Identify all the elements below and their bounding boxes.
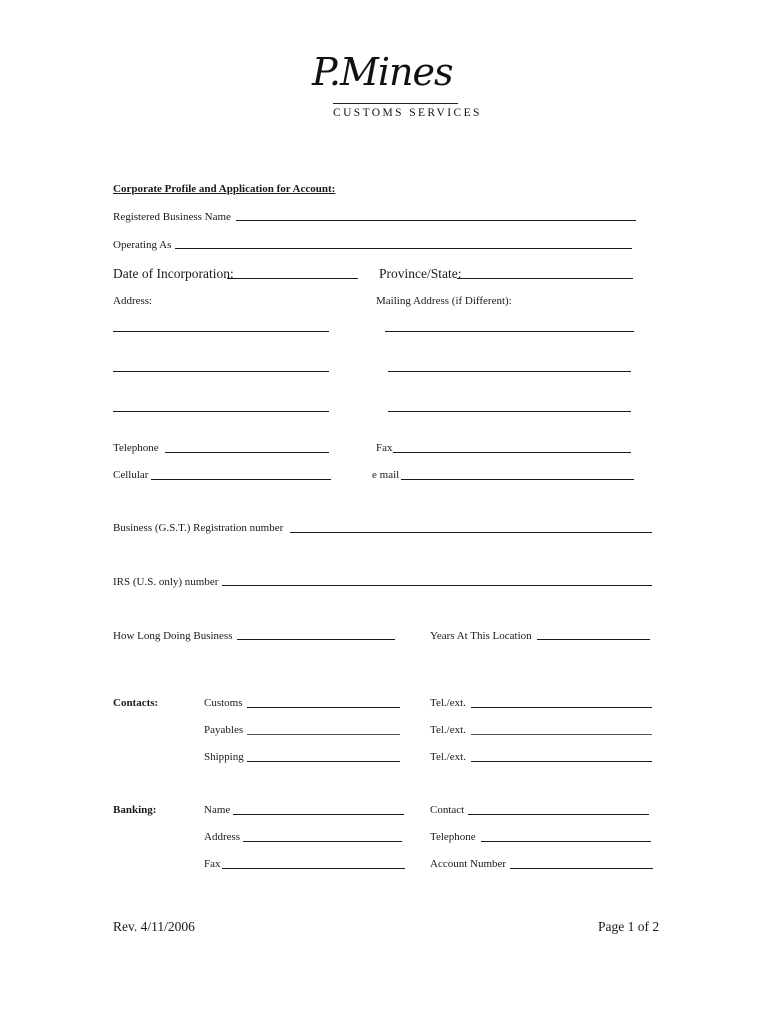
- bank-name-label: Name: [204, 804, 231, 816]
- company-logo-subtitle: CUSTOMS SERVICES: [333, 107, 482, 119]
- contact-shipping-tel-field[interactable]: [471, 761, 652, 762]
- bank-fax-label: Fax: [204, 858, 221, 870]
- province-state-label: Province/State:: [379, 266, 462, 281]
- how-long-field[interactable]: [237, 639, 395, 640]
- registered-business-name-label: Registered Business Name: [113, 211, 231, 223]
- contact-payables-tel-field[interactable]: [471, 734, 652, 735]
- telephone-label: Telephone: [113, 442, 159, 454]
- contact-shipping-field[interactable]: [247, 761, 400, 762]
- contact-payables-tel-label: Tel./ext.: [430, 724, 466, 736]
- email-field[interactable]: [401, 479, 634, 480]
- registered-business-name-field[interactable]: [236, 220, 636, 221]
- bank-address-field[interactable]: [243, 841, 402, 842]
- how-long-label: How Long Doing Business: [113, 630, 233, 642]
- email-label: e mail: [372, 469, 400, 481]
- gst-number-label: Business (G.S.T.) Registration number: [113, 522, 284, 534]
- years-at-location-field[interactable]: [537, 639, 650, 640]
- address-line-3-field[interactable]: [113, 411, 329, 412]
- bank-name-field[interactable]: [233, 814, 404, 815]
- revision-date: Rev. 4/11/2006: [113, 919, 195, 934]
- contact-shipping-tel-label: Tel./ext.: [430, 751, 466, 763]
- logo-divider: [333, 103, 458, 104]
- bank-contact-label: Contact: [430, 804, 465, 816]
- bank-telephone-label: Telephone: [430, 831, 476, 843]
- contact-customs-label: Customs: [204, 697, 243, 709]
- fax-field[interactable]: [393, 452, 631, 453]
- gst-number-field[interactable]: [290, 532, 652, 533]
- mailing-address-label: Mailing Address (if Different):: [376, 295, 512, 307]
- contact-customs-tel-label: Tel./ext.: [430, 697, 466, 709]
- contact-customs-field[interactable]: [247, 707, 400, 708]
- operating-as-label: Operating As: [113, 239, 172, 251]
- address-line-1-field[interactable]: [113, 331, 329, 332]
- bank-contact-field[interactable]: [468, 814, 649, 815]
- page-number: Page 1 of 2: [598, 919, 660, 934]
- contact-payables-label: Payables: [204, 724, 244, 736]
- bank-telephone-field[interactable]: [481, 841, 651, 842]
- operating-as-field[interactable]: [175, 248, 632, 249]
- bank-account-number-field[interactable]: [510, 868, 653, 869]
- form-title: Corporate Profile and Application for Account:: [113, 183, 336, 195]
- bank-fax-field[interactable]: [222, 868, 405, 869]
- contact-shipping-label: Shipping: [204, 751, 244, 763]
- mailing-address-line-1-field[interactable]: [385, 331, 634, 332]
- years-at-location-label: Years At This Location: [430, 630, 532, 642]
- irs-number-label: IRS (U.S. only) number: [113, 576, 219, 588]
- irs-number-field[interactable]: [222, 585, 652, 586]
- contact-payables-field[interactable]: [247, 734, 400, 735]
- contact-customs-tel-field[interactable]: [471, 707, 652, 708]
- telephone-field[interactable]: [165, 452, 329, 453]
- date-of-incorporation-field[interactable]: [227, 278, 358, 279]
- cellular-label: Cellular: [113, 469, 149, 481]
- address-line-2-field[interactable]: [113, 371, 329, 372]
- mailing-address-line-3-field[interactable]: [388, 411, 631, 412]
- contacts-heading: Contacts:: [113, 697, 159, 709]
- fax-label: Fax: [376, 442, 393, 454]
- mailing-address-line-2-field[interactable]: [388, 371, 631, 372]
- cellular-field[interactable]: [151, 479, 331, 480]
- date-of-incorporation-label: Date of Incorporation:: [113, 266, 234, 281]
- province-state-field[interactable]: [457, 278, 633, 279]
- bank-account-number-label: Account Number: [430, 858, 507, 870]
- bank-address-label: Address: [204, 831, 241, 843]
- address-label: Address:: [113, 295, 153, 307]
- banking-heading: Banking:: [113, 804, 157, 816]
- company-logo-script: P.Mines: [312, 50, 453, 94]
